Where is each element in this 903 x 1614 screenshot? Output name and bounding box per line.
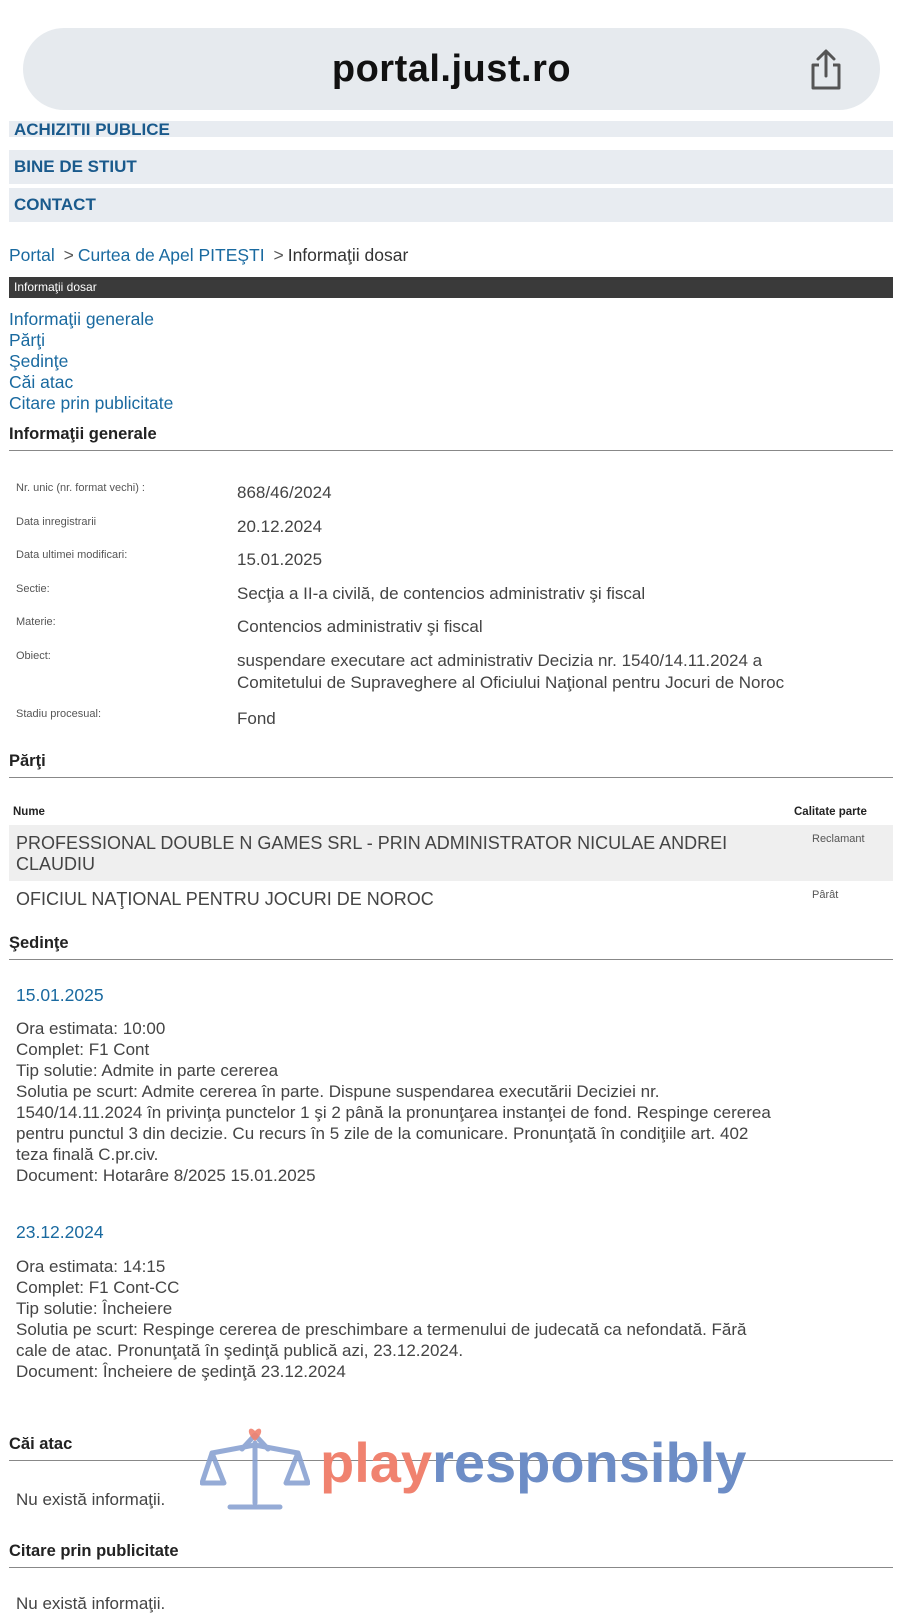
party-name-line: PROFESSIONAL DOUBLE N GAMES SRL - PRIN ADMINISTRATOR NICULAE ANDREI [16, 833, 728, 853]
info-value-line: suspendare executare act administrativ Decizia nr. 1540/14.11.2024 a [237, 651, 763, 670]
table-row [9, 825, 893, 881]
sedinta-line: 1540/14.11.2024 în privinţa punctelor 1 şi 2 până la pronunţarea instanţei de fond. Respinge cererea [16, 1103, 771, 1122]
info-label: Data ultimei modificari: [16, 549, 128, 561]
info-label: Materie: [16, 616, 56, 628]
info-value: 20.12.2024 [237, 517, 323, 536]
section-heading-cai-atac: Căi atac [9, 1435, 893, 1461]
info-label: Sectie: [16, 583, 50, 595]
anchor-informatii-generale[interactable]: Informaţii generale [9, 309, 154, 329]
breadcrumb-separator: > [63, 245, 74, 265]
party-role: Pârât [812, 889, 839, 901]
menu-item-achizitii[interactable]: ACHIZITII PUBLICE [9, 121, 893, 137]
anchor-links [9, 309, 173, 414]
sedinta-line: cale de atac. Pronunţată în şedinţă publică azi, 23.12.2024. [16, 1341, 464, 1360]
watermark-text [320, 1430, 746, 1495]
section-bar-title: Informaţii dosar [9, 277, 893, 298]
sedinta-line: Complet: F1 Cont-CC [16, 1278, 180, 1297]
sedinta-line: Complet: F1 Cont [16, 1040, 150, 1059]
column-header-nume: Nume [13, 806, 45, 818]
sedinta-date[interactable]: 15.01.2025 [16, 985, 104, 1005]
info-label: Nr. unic (nr. format vechi) : [16, 482, 145, 494]
breadcrumb-current: Informaţii dosar [287, 245, 409, 265]
info-value: 15.01.2025 [237, 550, 323, 569]
info-value: 868/46/2024 [237, 483, 332, 502]
url-bar[interactable] [23, 28, 880, 110]
sedinta-line: Ora estimata: 10:00 [16, 1019, 166, 1038]
party-name-line: CLAUDIU [16, 854, 96, 874]
menu-item-contact[interactable]: CONTACT [9, 188, 893, 222]
url-text[interactable]: portal.just.ro [331, 48, 572, 90]
section-heading-general: Informaţii generale [9, 425, 893, 451]
section-heading-sedinte: Şedinţe [9, 934, 893, 960]
column-header-calitate: Calitate parte [794, 806, 867, 818]
breadcrumb [9, 245, 408, 266]
info-label: Obiect: [16, 650, 51, 662]
sedinta-details [16, 1018, 886, 1186]
sedinta-line: Document: Hotarâre 8/2025 15.01.2025 [16, 1166, 316, 1185]
info-label: Stadiu procesual: [16, 708, 101, 720]
sedinta-details [16, 1256, 886, 1382]
anchor-citare[interactable]: Citare prin publicitate [9, 393, 174, 413]
sedinta-line: teza finală C.pr.civ. [16, 1145, 159, 1164]
watermark-responsibly: responsibly [432, 1431, 747, 1494]
watermark-logo [200, 1425, 760, 1515]
sedinta-line: Solutia pe scurt: Admite cererea în parte. Dispune suspendarea executării Deciziei nr. [16, 1082, 660, 1101]
scales-icon [200, 1425, 310, 1515]
sedinta-line: Ora estimata: 14:15 [16, 1257, 166, 1276]
breadcrumb-court[interactable]: Curtea de Apel PITEŞTI [77, 245, 265, 265]
info-value: Secţia a II-a civilă, de contencios administrativ şi fiscal [237, 584, 646, 603]
no-info-text: Nu există informaţii. [16, 1490, 166, 1509]
sedinta-line: Tip solutie: Admite in parte cererea [16, 1061, 279, 1080]
sedinta-line: pentru punctul 3 din decizie. Cu recurs în 5 zile de la comunicare. Pronunţată în condiţiile art. 402 [16, 1124, 749, 1143]
sedinta-line: Document: Încheiere de şedinţă 23.12.2024 [16, 1362, 346, 1381]
sedinta-date[interactable]: 23.12.2024 [16, 1222, 104, 1242]
anchor-parti[interactable]: Părţi [9, 330, 45, 350]
menu-item-bine-de-stiut[interactable]: BINE DE STIUT [9, 150, 893, 184]
info-value-obiect [237, 650, 784, 694]
party-role: Reclamant [812, 833, 865, 845]
table-row [9, 883, 893, 917]
section-heading-parti: Părţi [9, 752, 893, 778]
sedinta-line: Solutia pe scurt: Respinge cererea de preschimbare a termenului de judecată ca nefondată. Fără [16, 1320, 747, 1339]
party-name: OFICIUL NAŢIONAL PENTRU JOCURI DE NOROC [16, 889, 434, 909]
watermark-play: play [320, 1431, 433, 1494]
section-heading-citare: Citare prin publicitate [9, 1542, 893, 1568]
anchor-sedinte[interactable]: Şedinţe [9, 351, 69, 371]
info-value-line: Comitetului de Supraveghere al Oficiului Naţional pentru Jocuri de Noroc [237, 673, 785, 692]
info-value: Fond [237, 709, 276, 728]
anchor-cai-atac[interactable]: Căi atac [9, 372, 74, 392]
share-icon[interactable] [804, 48, 848, 92]
breadcrumb-portal[interactable]: Portal [9, 245, 55, 265]
sedinta-line: Tip solutie: Încheiere [16, 1299, 173, 1318]
no-info-text: Nu există informaţii. [16, 1594, 166, 1613]
info-label: Data inregistrarii [16, 516, 97, 528]
info-value: Contencios administrativ şi fiscal [237, 617, 483, 636]
breadcrumb-separator: > [273, 245, 284, 265]
party-name [16, 833, 776, 875]
